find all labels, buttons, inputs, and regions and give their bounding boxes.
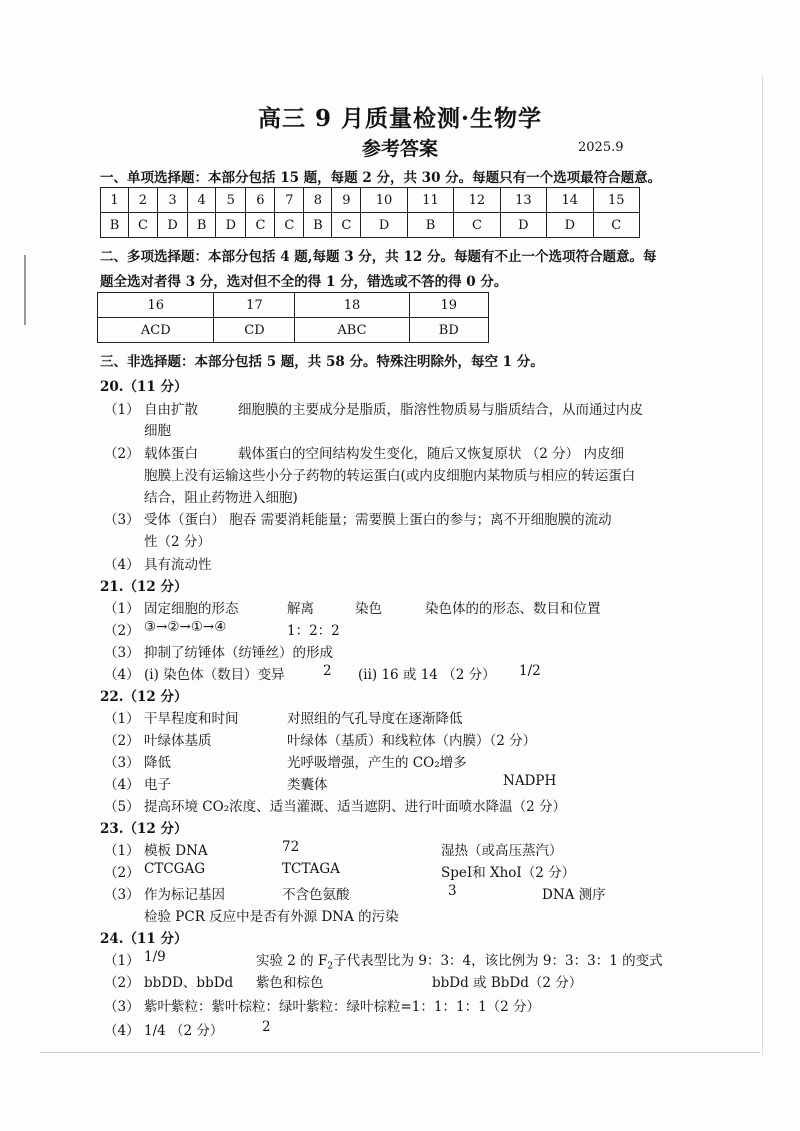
table-cell: 7 [275, 188, 304, 213]
q22-heading: 22.（12 分） [100, 689, 188, 705]
table-cell: D [500, 213, 546, 238]
table-cell: ABC [295, 318, 409, 343]
table-cell: D [216, 213, 246, 238]
q23-answer-1c: 湿热（或高压蒸汽） [441, 843, 563, 859]
q24-label-4: （4） [104, 1023, 140, 1039]
q20-answer-1a: 自由扩散 [144, 402, 198, 418]
q24-answer-3: 紫叶紫粒：紫叶棕粒：绿叶紫粒：绿叶棕粒=1：1：1：1（2 分） [144, 999, 541, 1015]
section1-heading: 一、单项选择题：本部分包括 15 题，每题 2 分，共 30 分。每题只有一个选项最符合题意。 [100, 170, 662, 186]
q23-heading: 23.（12 分） [100, 821, 188, 837]
q23-answer-3d: DNA 测序 [542, 887, 606, 903]
table-cell: C [275, 213, 304, 238]
q21-answer-3: 抑制了纺锤体（纺锤丝）的形成 [144, 645, 333, 661]
exam-date: 2025.9 [578, 140, 624, 155]
q21-label-4: （4） [104, 667, 140, 683]
q20-answer-2-cont1: 胞膜上没有运输这些小分子药物的转运蛋白(或内皮细胞内某物质与相应的转运蛋白 [144, 468, 636, 484]
q22-answer-3a: 降低 [144, 755, 171, 771]
table-cell: 14 [547, 188, 593, 213]
q20-answer-3: 受体（蛋白） 胞吞 需要消耗能量；需要膜上蛋白的参与；离不开细胞膜的流动 [144, 512, 612, 528]
table-cell: CD [214, 318, 295, 343]
q21-label-1: （1） [104, 601, 140, 617]
table-cell: 6 [246, 188, 275, 213]
q23-answer-2c: SpeI和 XhoI（2 分） [441, 865, 576, 881]
q21-heading: 21.（12 分） [100, 579, 188, 595]
table-cell: D [361, 213, 407, 238]
q24-answer-4b: 2 [262, 1019, 271, 1035]
q20-label-1: （1） [104, 402, 140, 418]
q23-label-3: （3） [104, 887, 140, 903]
q23-label-1: （1） [104, 843, 140, 859]
q22-answer-4c: NADPH [503, 773, 557, 789]
q22-answer-1a: 干旱程度和时间 [144, 711, 239, 727]
q21-label-3: （3） [104, 645, 140, 661]
q20-heading: 20.（11 分） [100, 379, 188, 395]
q20-label-3: （3） [104, 512, 140, 528]
q22-answer-4a: 电子 [144, 777, 171, 793]
q24-label-3: （3） [104, 999, 140, 1015]
q20-answer-1-cont: 细胞 [144, 423, 171, 439]
q24-answer-1b-post: 子代表型比为 9：3：4，该比例为 9：3：3：1 的变式 [333, 953, 663, 969]
table-cell: 2 [128, 188, 157, 213]
table-cell: C [332, 213, 361, 238]
q21-answer-4c: (ii) 16 或 14 （2 分） [358, 667, 496, 683]
q23-answer-3b: 不含色氨酸 [282, 887, 350, 903]
q20-answer-2a: 载体蛋白 [144, 446, 198, 462]
q22-label-3: （3） [104, 755, 140, 771]
table-cell: C [593, 213, 639, 238]
section2-heading-line1: 二、多项选择题：本部分包括 4 题,每题 3 分，共 12 分。每题有不止一个选项符合题意。每 [100, 249, 657, 265]
q24-answer-1b-sub: 2 [327, 961, 334, 972]
q23-answer-3a: 作为标记基因 [144, 887, 225, 903]
single-choice-answer-table [100, 187, 640, 238]
q24-answer-2b: 紫色和棕色 [256, 975, 324, 991]
table-cell: C [454, 213, 500, 238]
page-title: 高三 9 月质量检测·生物学 [257, 105, 543, 132]
q22-label-5: （5） [104, 799, 140, 815]
table-cell: D [157, 213, 187, 238]
scan-edge-right [762, 75, 763, 1055]
table-cell: B [304, 213, 332, 238]
table-cell: B [407, 213, 453, 238]
q24-answer-1b-pre: 实验 2 的 F [256, 953, 328, 969]
section2-heading-line2: 题全选对者得 3 分，选对但不全的得 1 分，错选或不答的得 0 分。 [100, 274, 508, 290]
q20-label-4: （4） [104, 557, 140, 573]
q22-answer-2a: 叶绿体基质 [144, 733, 212, 749]
table-cell: 15 [593, 188, 639, 213]
table-cell: 8 [304, 188, 332, 213]
q23-answer-3c: 3 [448, 883, 457, 899]
q20-label-2: （2） [104, 446, 140, 462]
q21-answer-4a: (i) 染色体（数目）变异 [144, 667, 285, 683]
question-number-row [101, 188, 640, 213]
table-cell: B [101, 213, 129, 238]
q21-answer-4d: 1/2 [519, 663, 541, 679]
q22-answer-5: 提高环境 CO₂浓度、适当灌溉、适当遮阴、进行叶面喷水降温（2 分） [144, 799, 566, 815]
table-cell: 16 [98, 293, 214, 318]
q22-label-2: （2） [104, 733, 140, 749]
table-cell: 5 [216, 188, 246, 213]
table-cell: 13 [500, 188, 546, 213]
q23-label-2: （2） [104, 865, 140, 881]
table-cell: 12 [454, 188, 500, 213]
q23-answer-1b: 72 [282, 839, 300, 855]
q21-answer-4b: 2 [323, 663, 332, 679]
q20-answer-1b: 细胞膜的主要成分是脂质，脂溶性物质易与脂质结合，从而通过内皮 [238, 402, 643, 418]
q24-answer-1a: 1/9 [144, 949, 166, 965]
q22-answer-2b: 叶绿体（基质）和线粒体（内膜）（2 分） [287, 733, 537, 749]
answer-row [98, 318, 489, 343]
scan-edge-bottom [40, 1052, 760, 1053]
q20-answer-2-cont2: 结合，阻止药物进入细胞) [144, 490, 298, 506]
q21-answer-1c: 染色 [355, 601, 382, 617]
q21-answer-2b: 1：2：2 [287, 623, 340, 639]
q22-label-4: （4） [104, 777, 140, 793]
question-number-row [98, 293, 489, 318]
q21-answer-1a: 固定细胞的形态 [144, 601, 239, 617]
q24-answer-2c: bbDd 或 BbDd（2 分） [432, 975, 583, 991]
q24-answer-4a: 1/4 （2 分） [144, 1023, 224, 1039]
table-cell: 9 [332, 188, 361, 213]
q20-answer-2b: 载体蛋白的空间结构发生变化，随后又恢复原状 （2 分） 内皮细 [238, 446, 624, 462]
table-cell: 11 [407, 188, 453, 213]
q21-label-2: （2） [104, 623, 140, 639]
section3-heading: 三、非选择题：本部分包括 5 题，共 58 分。特殊注明除外，每空 1 分。 [100, 354, 544, 370]
q21-answer-1b: 解离 [287, 601, 314, 617]
table-cell: ACD [98, 318, 214, 343]
q22-answer-1b: 对照组的气孔导度在逐渐降低 [287, 711, 463, 727]
table-cell: 18 [295, 293, 409, 318]
q23-answer-2b: TCTAGA [282, 861, 340, 877]
q23-answer-1a: 模板 DNA [144, 843, 208, 859]
q24-answer-2a: bbDD、bbDd [144, 975, 234, 991]
multi-choice-answer-table [97, 292, 489, 343]
q22-answer-3b: 光呼吸增强，产生的 CO₂增多 [287, 755, 467, 771]
table-cell: 17 [214, 293, 295, 318]
q24-label-2: （2） [104, 975, 140, 991]
answer-row [101, 213, 640, 238]
scan-mark-left [24, 255, 26, 325]
q22-label-1: （1） [104, 711, 140, 727]
table-cell: 19 [409, 293, 488, 318]
table-cell: BD [409, 318, 488, 343]
q23-answer-2a: CTCGAG [144, 861, 205, 877]
q22-answer-4b: 类囊体 [287, 777, 328, 793]
q20-answer-3-cont: 性（2 分） [144, 534, 211, 550]
table-cell: D [547, 213, 593, 238]
page-subtitle: 参考答案 [361, 138, 438, 160]
q21-answer-2a: ③→②→①→④ [144, 619, 227, 635]
table-cell: B [188, 213, 216, 238]
q20-answer-4: 具有流动性 [144, 557, 212, 573]
table-cell: 1 [101, 188, 129, 213]
table-cell: C [128, 213, 157, 238]
table-cell: 3 [157, 188, 187, 213]
table-cell: 10 [361, 188, 407, 213]
q24-answer-1b [256, 949, 663, 972]
q23-answer-3-cont: 检验 PCR 反应中是否有外源 DNA 的污染 [144, 909, 399, 925]
table-cell: 4 [188, 188, 216, 213]
table-cell: C [246, 213, 275, 238]
q24-heading: 24.（11 分） [100, 931, 188, 947]
q21-answer-1d: 染色体的的形态、数目和位置 [425, 601, 601, 617]
q24-label-1: （1） [104, 953, 140, 969]
